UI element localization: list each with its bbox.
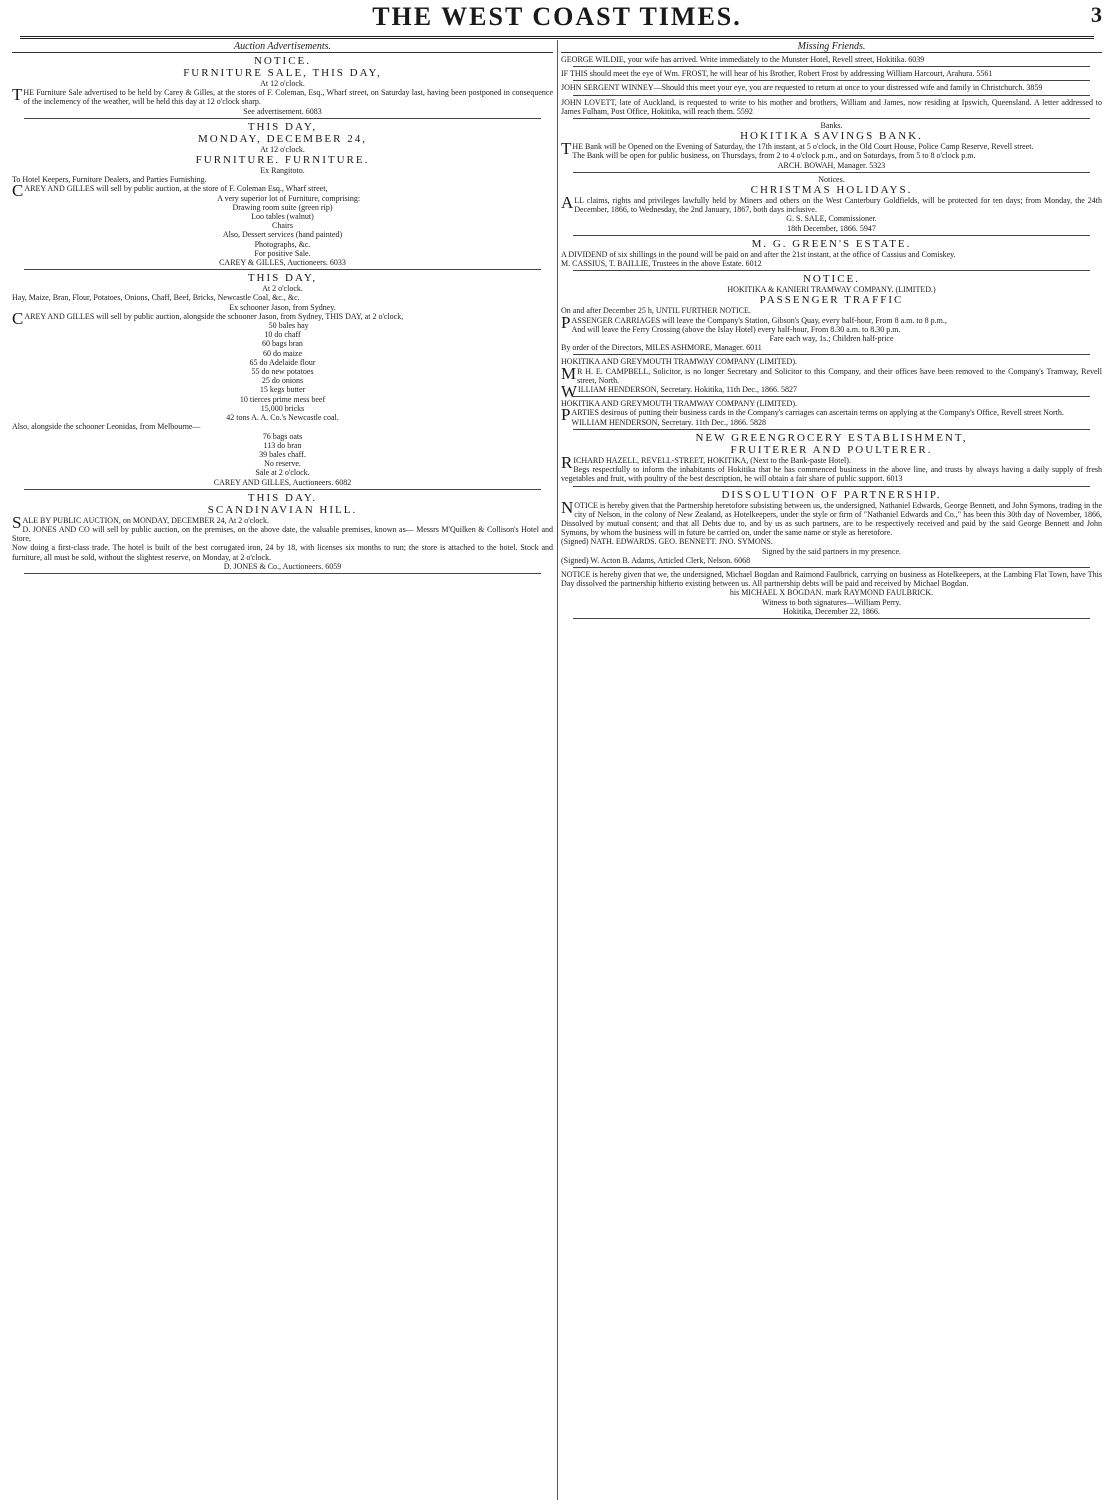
ad-line: Notices. (818, 174, 845, 184)
ad-line: Now doing a first-class trade. The hotel is built of the best corrugated iron, 24 by 18, with licenses six months to run; the store is attached to the hotel. Stock and furniture, all must be sold, without the slightest reserve, on Monday, at 2 o'clock. (12, 543, 553, 562)
ad-line: Loo tables (walnut) (251, 212, 314, 222)
ad-line: To Hotel Keepers, Furniture Dealers, and Parties Furnishing. (12, 175, 207, 185)
advertisement (561, 273, 1102, 352)
ad-line: Photographs, &c. (254, 239, 311, 249)
ad-line: 10 do chaff (264, 330, 301, 340)
ad-line: THIS DAY, (247, 120, 318, 133)
ad-line: THIS DAY. (247, 491, 318, 504)
ad-line: Ex schooner Jason, from Sydney. (229, 302, 336, 312)
ad-line: JOHN SERGENT WINNEY—Should this meet your eye, you are requested to return at once to your distressed wife and family in Christchurch. 3859 (561, 83, 1043, 93)
column-1 (8, 40, 557, 1500)
advertisement (12, 55, 553, 116)
ad-line: Drawing room suite (green rip) (232, 202, 333, 212)
ad-line: CAREY AND GILLES will sell by public auction, at the store of F. Coleman Esq., Wharf street, (12, 181, 328, 201)
ad-line: At 12 o'clock. (260, 144, 305, 154)
advertisement (561, 399, 1102, 427)
ad-line: (Signed) W. Acton B. Adams, Articled Clerk, Nelson. 6068 (561, 555, 751, 565)
ad-line: Also, alongside the schooner Leonidas, from Melbourne— (12, 422, 201, 432)
ad-line: No reserve. (264, 459, 301, 469)
ad-line: PARTIES desirous of putting their business cards in the Company's carriages can ascertain terms on applying at the Company's Office, Revell street North. (561, 405, 1064, 425)
ad-line: NOTICE. (802, 273, 861, 286)
ad-line: FRUITERER AND POULTERER. (730, 443, 933, 456)
ad-line: THIS DAY, (247, 272, 318, 285)
ad-line: A very superior lot of Furniture, comprising: (217, 193, 361, 203)
ad-line: PASSENGER CARRIAGES will leave the Company's Station, Gibson's Quay, every half-hour, From 8 a.m. to 8 p.m., (561, 312, 947, 332)
ad-line: PASSENGER TRAFFIC (759, 294, 904, 307)
advertisement (561, 98, 1102, 116)
ad-line: 42 tons A. A. Co.'s Newcastle coal. (226, 413, 339, 423)
ad-divider (573, 396, 1090, 397)
ad-line: NOTICE is hereby given that the Partnership heretofore subsisting between us, the undersigned, Nathaniel Edwards, George Bennett, and John Symons, trading in the city of Nelson, in the colony of New Zealand, as Hotelkeepers, under the style or firm of "Nathaniel Edwards and Co.," has been this 30th day of November, 1866, Dissolved by mutual consent; and that all Debts due to, and by us as such partners, are to be respectively received and paid by the said George Bennett and John Symons, by whom the business will in future be carried on, under the same name or style as heretofore. (561, 497, 1102, 538)
masthead-rule (20, 36, 1094, 39)
ad-line: 65 do Adelaide flour (249, 357, 316, 367)
ad-line: THE Bank will be Opened on the Evening of Saturday, the 17th instant, at 5 o'clock, in the Old Court House, Police Camp Reserve, Revell street. (561, 139, 1034, 159)
ad-line: 15 kegs butter (259, 385, 306, 395)
ad-line: Witness to both signatures—William Perry. (761, 597, 902, 607)
ad-line: Chairs (272, 221, 293, 231)
ad-line: DISSOLUTION OF PARTNERSHIP. (721, 488, 942, 501)
ad-divider (573, 235, 1090, 236)
ad-line: SALE BY PUBLIC AUCTION, on MONDAY, DECEMBER 24, At 2 o'clock. (12, 512, 269, 532)
advertisement (561, 238, 1102, 268)
advertisement (561, 69, 1102, 78)
ad-line: CAREY AND GILLES will sell by public auction, alongside the schooner Jason, from Sydney, THIS DAY, at 2 o'clock, (12, 308, 404, 328)
advertisement (12, 121, 553, 267)
ad-line: 15,000 bricks (260, 403, 305, 413)
ad-line: At 2 o'clock. (262, 284, 303, 294)
ad-line: FURNITURE. FURNITURE. (195, 154, 370, 167)
ad-line: Hokitika, December 22, 1866. (783, 606, 880, 616)
ad-line: CAREY & GILLES, Auctioneers. 6033 (219, 258, 346, 268)
ad-line: Also, Dessert services (hand painted) (222, 230, 343, 240)
ad-line: 60 do maize (262, 348, 303, 358)
ad-line: 25 do onions (261, 376, 304, 386)
ad-line: D. JONES & Co., Auctioneers. 6059 (223, 561, 342, 571)
ad-line: 76 bags oats (262, 431, 303, 441)
ad-line: IF THIS should meet the eye of Wm. FROST, he will hear of his Brother, Robert Frost by addressing William Harcourt, Arahura. 5561 (561, 69, 993, 79)
ad-line: CAREY AND GILLES, Auctioneers. 6082 (213, 477, 352, 487)
ad-divider (573, 172, 1090, 173)
ad-line: Ex Rangitoto. (260, 166, 305, 176)
ad-line: See advertisement. 6083 (243, 106, 322, 116)
ad-line: Sale at 2 o'clock. (255, 468, 310, 478)
ad-divider (573, 429, 1090, 430)
column-header: Missing Friends. (561, 41, 1102, 53)
ad-line: MR H. E. CAMPBELL, Solicitor, is no longer Secretary and Solicitor to this Company, and their offices have been removed to the Company's Tramway, Revell street, North. (561, 363, 1102, 385)
ad-line: (Signed) NATH. EDWARDS. GEO. BENNETT. JNO. SYMONS. (561, 537, 773, 547)
ad-line: M. CASSIUS, T. BAILLIE, Trustees in the above Estate. 6012 (561, 259, 762, 269)
ad-line: WILLIAM HENDERSON, Secretary. 11th Dec., 1866. 5828 (571, 417, 766, 427)
ad-divider (573, 118, 1090, 119)
ad-line: G. S. SALE, Commissioner. (786, 214, 877, 224)
ad-line: HOKITIKA & KANIERI TRAMWAY COMPANY. (LIMITED.) (727, 285, 936, 295)
ad-line: NEW GREENGROCERY ESTABLISHMENT, (695, 431, 968, 444)
column-2 (557, 40, 1106, 1500)
ad-line: 18th December, 1866. 5947 (787, 223, 876, 233)
ad-line: And will leave the Ferry Crossing (above the Islay Hotel) every half-hour, From 8.30 a.m. to 8.30 p.m. (571, 324, 901, 334)
ad-line: D. JONES AND CO will sell by public auction, on the premises, on the above date, the valuable premises, known as— Messrs M'Quilken & Collison's Hotel and Store, (12, 524, 553, 544)
advertisement (561, 55, 1102, 64)
ad-line: HOKITIKA SAVINGS BANK. (740, 130, 923, 143)
ad-line: Begs respectfully to inform the inhabitants of Hokitika that he has commenced business in the above line, and trusts by always having a daily supply of fresh vegetables and fruit, with poultry of the best description, he will obtain a fair share of public support. 6013 (561, 465, 1102, 484)
ad-line: SCANDINAVIAN HILL. (207, 503, 358, 516)
ad-line: 10 tierces prime mess beef (239, 394, 326, 404)
ad-line: RICHARD HAZELL, REVELL-STREET, HOKITIKA, (Next to the Bank-paste Hotel). (561, 452, 851, 472)
ad-line: MONDAY, DECEMBER 24, (198, 132, 367, 145)
ad-line: HOKITIKA AND GREYMOUTH TRAMWAY COMPANY (LIMITED). (561, 357, 797, 367)
ad-line: ARCH. BOWAH, Manager. 5323 (777, 160, 886, 170)
ad-line: WILLIAM HENDERSON, Secretary. Hokitika, 11th Dec., 1866. 5827 (561, 382, 797, 402)
ad-line: At 12 o'clock. (260, 79, 305, 88)
ad-divider (573, 95, 1090, 96)
ad-line: ALL claims, rights and privileges lawfully held by Miners and others on the West Canterbury Goldfields, will be protected for ten days; from Monday, the 24th December, 1866, to Wednesday, the 2nd January, 1867, both days inclusive. (561, 193, 1102, 215)
ad-line: The Bank will be open for public business, on Thursdays, from 2 to 4 o'clock p.m., and on Saturdays, from 5 to 8 o'clock p.m. (572, 151, 976, 161)
ad-line: M. G. GREEN'S ESTATE. (751, 237, 912, 250)
ad-divider (24, 118, 541, 119)
advertisement (561, 432, 1102, 484)
ad-divider (24, 489, 541, 490)
ad-line: CHRISTMAS HOLIDAYS. (750, 184, 913, 197)
masthead (0, 0, 1114, 40)
ad-divider (573, 618, 1090, 619)
ad-divider (24, 573, 541, 574)
ad-line: 55 do new potatoes (251, 367, 314, 377)
advertisement (12, 492, 553, 571)
ad-line: FURNITURE SALE, THIS DAY, (183, 67, 382, 79)
advertisement (561, 570, 1102, 616)
ad-line: 113 do bran (263, 440, 302, 450)
advertisement (561, 357, 1102, 402)
ad-line: Signed by the said partners in my presence. (761, 546, 902, 556)
newspaper-title: THE WEST COAST TIMES. (372, 2, 742, 31)
ad-line: For positive Sale. (254, 248, 311, 258)
ad-line: Fare each way, 1s.; Children half-price (769, 334, 894, 344)
ad-divider (573, 567, 1090, 568)
advertisement (561, 83, 1102, 92)
ad-line: 50 bales hay (268, 321, 309, 331)
ad-divider (573, 80, 1090, 81)
ad-line: Banks. (820, 121, 843, 131)
column-header: Auction Advertisements. (12, 41, 553, 53)
ad-divider (573, 66, 1090, 67)
ad-line: A DIVIDEND of six shillings in the pound will be paid on and after the 21st instant, at the office of Cassius and Comiskey. (561, 249, 956, 259)
column-rule (557, 40, 558, 1500)
ad-line: 39 bales chaff. (259, 449, 306, 459)
ad-divider (24, 269, 541, 270)
ad-line: JOHN LOVETT, late of Auckland, is requested to write to his mother and brothers, William and James, now residing at Ipswich, Queensland. A letter addressed to James Fulham, Post Office, Hokitika, will reach them. 5592 (561, 97, 1102, 116)
advertisement (561, 489, 1102, 565)
advertisement (561, 121, 1102, 170)
advertisement (12, 272, 553, 486)
ad-line: NOTICE is hereby given that we, the undersigned, Michael Bogdan and Raimond Faulbrick, carrying on business as Hotelkeepers, at the Lambing Flat Town, have This Day dissolved the partnership hitherto existing between us. All partnership debts will be paid and received by Michael Bogdan. (561, 569, 1102, 589)
ad-line: his MICHAEL X BOGDAN. mark RAYMOND FAULBRICK. (729, 588, 934, 598)
ad-line: THE Furniture Sale advertised to be held by Carey & Gilles, at the stores of F. Coleman, Esq., Wharf street, on Saturday last, having been postponed in consequence of the inclemency of the weather, will be held this day at 12 o'clock sharp. (12, 85, 553, 107)
ad-line: GEORGE WILDIE, your wife has arrived. Write immediately to the Munster Hotel, Revell street, Hokitika. 6039 (561, 55, 925, 64)
ad-line: By order of the Directors, MILES ASHMORE, Manager. 6011 (561, 343, 762, 353)
ad-line: HOKITIKA AND GREYMOUTH TRAMWAY COMPANY (LIMITED). (561, 399, 797, 409)
page-number: 3 (1091, 2, 1102, 27)
ad-line: NOTICE. (253, 55, 312, 67)
ad-divider (573, 354, 1090, 355)
ad-line: Hay, Maize, Bran, Flour, Potatoes, Onions, Chaff, Beef, Bricks, Newcastle Coal, &c., &c. (12, 293, 300, 303)
ad-line: On and after December 25 h, UNTIL FURTHER NOTICE. (561, 306, 751, 316)
ad-divider (573, 270, 1090, 271)
ad-line: 60 bags bran (262, 339, 303, 349)
ad-divider (573, 486, 1090, 487)
advertisement (561, 175, 1102, 233)
